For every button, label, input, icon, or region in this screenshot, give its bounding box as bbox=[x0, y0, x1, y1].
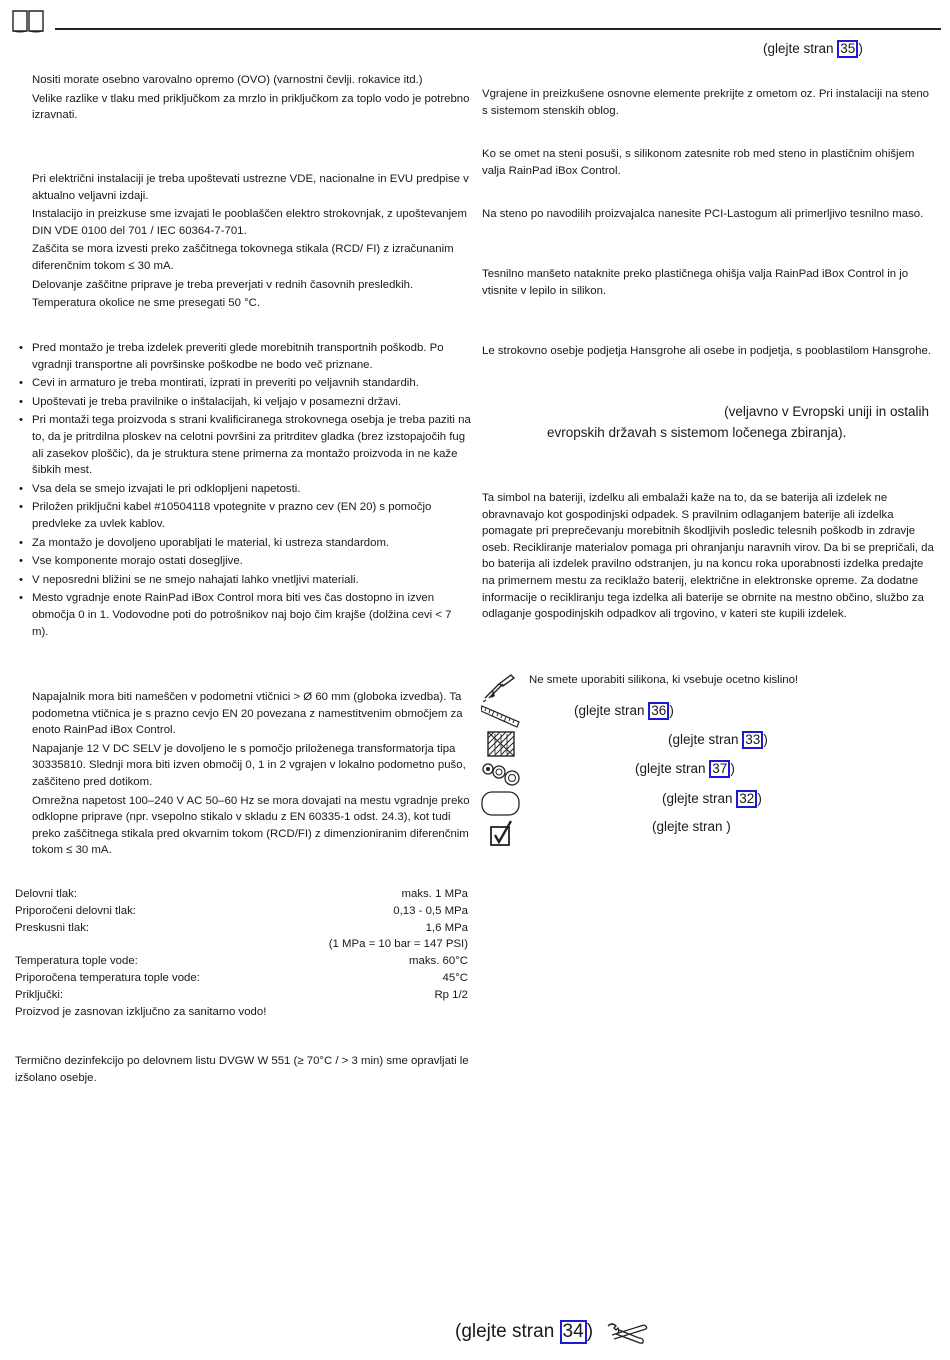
silicone-paragraph bbox=[482, 146, 937, 179]
page-reference bbox=[635, 760, 735, 778]
page-link[interactable]: 36 bbox=[648, 702, 669, 720]
spec-label: Delovni tlak: bbox=[15, 888, 78, 900]
checkbox-icon bbox=[489, 820, 515, 848]
disinfection-section bbox=[15, 1053, 470, 1088]
table-row bbox=[15, 970, 468, 987]
reference-text: ) bbox=[858, 41, 863, 56]
table-row bbox=[15, 953, 468, 970]
spec-label: Temperatura tople vode: bbox=[15, 955, 138, 968]
spec-value: 45°C bbox=[442, 971, 468, 984]
spec-value: 0,13 - 0,5 MPa bbox=[393, 904, 468, 917]
silicone-warning: Ne smete uporabiti silikona, ki vsebuje ocetno kislino! bbox=[529, 674, 799, 686]
list-item: • Pred montažo je treba izdelek preveriti glede morebitnih transportnih poškodb. Po vgradnji transportne ali površinske poškodbe ne bodo več priznane. bbox=[16, 340, 471, 373]
reference-text: (glejte stran bbox=[652, 819, 727, 834]
list-item: • V neposredni bližini se ne smejo nahajati lahko vnetljivi materiali. bbox=[16, 572, 471, 589]
fittings-icon bbox=[481, 760, 521, 788]
safety-paragraph: Nositi morate osebno varovalno opremo (OVO) (varnostni čevlji. rokavice itd.) bbox=[32, 74, 423, 86]
header-rule bbox=[55, 28, 941, 30]
weee-line: (veljavno v Evropski uniji in ostalih bbox=[724, 404, 929, 419]
reference-text: ) bbox=[730, 761, 735, 776]
spec-label: Priključki: bbox=[15, 988, 64, 1001]
paragraph: Ta simbol na bateriji, izdelku ali embalaži kaže na to, da se baterija ali izdelek ne obravnavajo kot gospodinjski odpadek. S pravilnim odlaganjem baterije ali izdelka pomagate pri preprečevanju morebitnih škodljivih posledic telesnih poškodb in zdravje oseb. Recikliranje materialov pomaga pri ohranjanju naravnih virov. Da bi se prepričali, da bo baterija ali izdelek pravilno odstranjen, ju na koncu roka uporabnosti izdelka predajte na primernem mestu za reciklažo baterij, električne in elektronske opreme. Za dodatne informacije o recikliranju tega izdelka ali baterije se obrnite na mestno občino, službo za odlaganje gospodinjskih odpadkov ali trgovino, v kateri ste kupili izdelek. bbox=[482, 492, 934, 621]
page-reference bbox=[763, 40, 863, 58]
rounded-rect-row bbox=[481, 791, 521, 817]
page-reference bbox=[652, 819, 731, 836]
open-book-icon bbox=[11, 8, 45, 34]
silicone-gun-row bbox=[481, 672, 517, 702]
list-item: • Za montažo je dovoljeno uporabljati le material, ki ustreza standardom. bbox=[16, 535, 471, 552]
service-paragraph bbox=[482, 343, 937, 360]
list-item: • Vsa dela se smejo izvajati le pri odklopljeni napetosti. bbox=[16, 481, 471, 498]
electric-paragraph: Pri električni instalaciji je treba upoštevati ustrezne VDE, nacionalne in EVU predpise v aktualno veljavni izdaji. bbox=[32, 173, 469, 202]
installation-bullet-list bbox=[16, 340, 471, 642]
spec-value: Rp 1/2 bbox=[434, 988, 468, 1001]
page-link[interactable]: 33 bbox=[742, 731, 763, 749]
spec-value: 1,6 MPa bbox=[425, 921, 468, 934]
table-row bbox=[15, 903, 468, 920]
table-row bbox=[15, 886, 468, 903]
list-item: • Upoštevati je treba pravilnike o inštalacijah, ki veljajo v posamezni državi. bbox=[16, 394, 471, 411]
table-row bbox=[15, 936, 468, 953]
disinfection-paragraph: Termično dezinfekcijo po delovnem listu DVGW W 551 (≥ 70°C / > 3 min) sme opravljati le izšolano osebje. bbox=[15, 1055, 469, 1084]
list-item: • Mesto vgradnje enote RainPad iBox Control mora biti ves čas dostopno in izven območja 0 in 1. Vodovodne poti do potrošnikov naj bojo čim krajše (dolžina cevi < 7 m). bbox=[16, 590, 471, 640]
safety-paragraph: Velike razlike v tlaku med priključkom za mrzlo in priključkom za toplo vodo je potrebno izravnati. bbox=[32, 92, 470, 122]
spec-label: Priporočena temperatura tople vode: bbox=[15, 971, 200, 984]
reference-text: (glejte stran bbox=[662, 791, 737, 806]
reference-text: ) bbox=[757, 791, 762, 806]
hatched-square-icon bbox=[487, 731, 515, 757]
electric-paragraph: Temperatura okolice ne sme presegati 50 °C. bbox=[32, 297, 261, 310]
rounded-rect-icon bbox=[481, 791, 521, 817]
electric-section bbox=[32, 171, 472, 314]
paragraph: Na steno po navodilih proizvajalca nanesite PCI-Lastogum ali primerljivo tesnilno maso. bbox=[482, 208, 924, 220]
recycling-paragraph bbox=[482, 490, 937, 623]
reference-text: (glejte stran bbox=[668, 732, 743, 747]
paragraph: Ko se omet na steni posuši, s silikonom zatesnite rob med steno in plastičnim ohišjem valja RainPad iBox Control. bbox=[482, 148, 915, 177]
ruler-icon bbox=[481, 702, 521, 728]
paragraph: Tesnilno manšeto nataknite preko plastičnega ohišja valja RainPad iBox Control in jo vtisnite v lepilo in silikon. bbox=[482, 268, 909, 297]
paragraph: Vgrajene in preizkušene osnovne elemente prekrijte z ometom oz. Pri instalaciji na steno s sistemom stenskih oblog. bbox=[482, 88, 929, 117]
list-item: • Pri montaži tega proizvoda s strani kvalificiranega strokovnega osebja je treba paziti na to, da je pritrdilna ploskev na celotni površini za pritrditev gladka (brez izstopajočih fug ali zasekov ploščic), da je struktura stene primerna za montažo proizvoda in ne kaže šibkih mest. bbox=[16, 412, 471, 478]
page-reference bbox=[662, 790, 762, 808]
electric-paragraph: Instalacijo in preizkuse sme izvajati le pooblaščen elektro strokovnjak, z upoštevanjem DIN VDE 0100 del 701 / IEC 60364-7-701. bbox=[32, 208, 467, 237]
spec-label bbox=[15, 936, 273, 953]
list-item: • Priložen priključni kabel #10504118 vpotegnite v prazno cev (EN 20) s pomočjo predvleke za uvlek kablov. bbox=[16, 499, 471, 532]
fittings-row bbox=[481, 760, 521, 788]
table-row bbox=[15, 920, 468, 937]
weee-line: evropskih državah s sistemom ločenega zbiranja). bbox=[547, 425, 847, 440]
reference-text: (glejte stran bbox=[455, 1321, 560, 1342]
paragraph: Le strokovno osebje podjetja Hansgrohe ali osebe in podjetja, s pooblastilom Hansgrohe. bbox=[482, 345, 931, 357]
sleeve-paragraph bbox=[482, 266, 937, 299]
footer-page-reference bbox=[455, 1318, 593, 1346]
spec-label: Priporočeni delovni tlak: bbox=[15, 904, 136, 917]
page-link[interactable]: 37 bbox=[709, 760, 730, 778]
power-paragraph: Napajanje 12 V DC SELV je dovoljeno le s pomočjo priloženega transformatorja tipa 30335810. Slednji mora biti izven območij 0, 1 in 2 vgrajen v lokalno podometno pušo, zaščiteno pred dotikom. bbox=[32, 742, 466, 788]
reference-text: (glejte stran bbox=[635, 761, 710, 776]
weee-notice bbox=[482, 401, 937, 443]
technical-data-table bbox=[15, 886, 468, 1020]
list-item: • Cevi in armaturo je treba montirati, izprati in preveriti po veljavnih standardih. bbox=[16, 375, 471, 392]
wrench-icon bbox=[606, 1321, 648, 1347]
electric-paragraph: Delovanje zaščitne priprave je treba preverjati v rednih časovnih presledkih. bbox=[32, 278, 414, 291]
power-section bbox=[32, 689, 472, 861]
spec-note: Proizvod je zasnovan izključno za sanitarno vodo! bbox=[15, 1005, 267, 1018]
spec-value: maks. 60°C bbox=[409, 955, 468, 968]
table-row bbox=[15, 1004, 468, 1021]
reference-text: (glejte stran bbox=[574, 703, 649, 718]
spec-value: maks. 1 MPa bbox=[401, 888, 468, 900]
page-reference bbox=[574, 702, 674, 720]
page-reference bbox=[668, 731, 768, 749]
spec-value: (1 MPa = 10 bar = 147 PSI) bbox=[328, 938, 468, 951]
plaster-paragraph bbox=[482, 86, 937, 119]
ruler-row bbox=[481, 702, 521, 728]
reference-text: (glejte stran bbox=[763, 41, 838, 56]
checkbox-row bbox=[489, 820, 515, 848]
power-paragraph: Omrežna napetost 100–240 V AC 50–60 Hz se mora dovajati na mestu vgradnje preko odklopne pripravе (npr. vsepolno stikalo v skladu z EN 60335-1 odst. 24.3), kot tudi preko zaščitnega stikala pred okvarnim tokom (RCD/FI) z dimenzioniranim diferenčnim tokom ≤ 30 mA. bbox=[32, 794, 470, 857]
safety-section bbox=[32, 72, 472, 126]
electric-paragraph: Zaščita se mora izvesti preko zaščitnega tokovnega stikala (RCD/ FI) z izračunanim diferenčnim tokom ≤ 30 mA. bbox=[32, 243, 454, 272]
page-link[interactable]: 32 bbox=[736, 790, 757, 808]
list-item: • Vse komponente morajo ostati dosegljive. bbox=[16, 553, 471, 570]
reference-text: ) bbox=[669, 703, 674, 718]
silicone-gun-icon bbox=[481, 672, 517, 702]
reference-text: ) bbox=[586, 1321, 594, 1342]
reference-text: ) bbox=[763, 732, 768, 747]
page-link[interactable]: 34 bbox=[560, 1320, 587, 1344]
power-paragraph: Napajalnik mora biti nameščen v podometni vtičnici > Ø 60 mm (globoka izvedba). Ta podometna vtičnica je s prazno cevjo EN 20 povezana z namestitvenim območjem za enoto RainPad iBox Control. bbox=[32, 691, 463, 737]
hatched-square-row bbox=[487, 731, 515, 757]
table-row bbox=[15, 987, 468, 1004]
spec-label: Preskusni tlak: bbox=[15, 921, 90, 934]
sealant-paragraph bbox=[482, 206, 937, 223]
page-link[interactable]: 35 bbox=[837, 40, 858, 58]
reference-text: ) bbox=[726, 819, 731, 834]
